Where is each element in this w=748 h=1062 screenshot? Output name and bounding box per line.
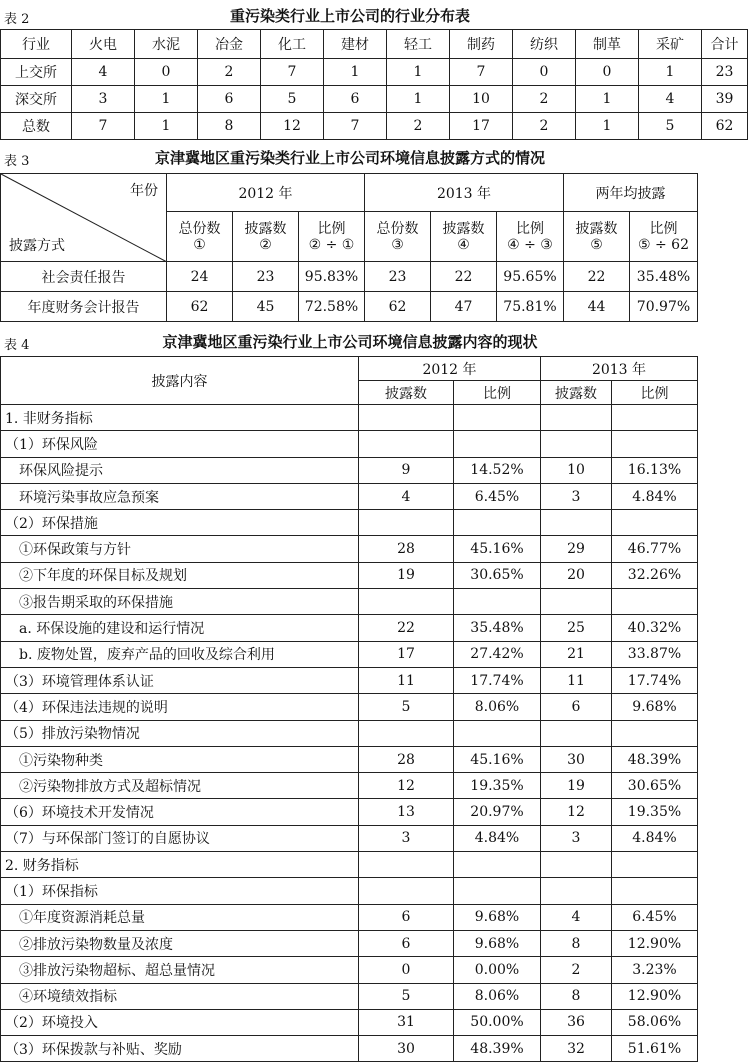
value-cell: 23 xyxy=(233,262,299,292)
subheader-formula: ④ ÷ ③ xyxy=(507,236,553,253)
value-cell: 10 xyxy=(541,457,612,483)
value-cell: 30 xyxy=(359,1036,454,1062)
value-cell: 17.74% xyxy=(454,667,541,693)
value-cell: 2 xyxy=(198,59,261,86)
row-label-cell: （2）环境投入 xyxy=(1,1009,359,1035)
subheader-cell: 披露数 xyxy=(541,381,612,405)
row-label-cell: （2）环保措施 xyxy=(1,510,359,536)
table-row xyxy=(1,641,698,667)
value-cell: 1 xyxy=(324,59,387,86)
value-cell: 4 xyxy=(639,86,702,113)
header-cell: 纺织 xyxy=(513,30,576,59)
value-cell: 6 xyxy=(359,904,454,930)
value-cell xyxy=(541,589,612,615)
value-cell: 45.16% xyxy=(454,536,541,562)
value-cell: 23 xyxy=(702,59,748,86)
value-cell xyxy=(359,878,454,904)
value-cell: 62 xyxy=(167,292,233,322)
value-cell: 30.65% xyxy=(454,562,541,588)
header-cell: 建材 xyxy=(324,30,387,59)
value-cell: 5 xyxy=(359,694,454,720)
value-cell: 2 xyxy=(513,86,576,113)
value-cell xyxy=(454,589,541,615)
table-row xyxy=(1,536,698,562)
value-cell: 35.48% xyxy=(454,615,541,641)
row-label-cell: 总数 xyxy=(1,113,72,140)
value-cell: 12.90% xyxy=(612,930,698,956)
value-cell xyxy=(541,852,612,878)
table-row xyxy=(1,1009,698,1035)
value-cell: 2 xyxy=(513,113,576,140)
header-cell: 化工 xyxy=(261,30,324,59)
table2-label: 表 2 xyxy=(4,12,30,27)
value-cell xyxy=(612,405,698,431)
value-cell: 22 xyxy=(564,262,630,292)
table-row xyxy=(1,113,748,140)
subheader-cell: 比例 xyxy=(612,381,698,405)
row-label-cell: （4）环保违法违规的说明 xyxy=(1,694,359,720)
value-cell: 7 xyxy=(324,113,387,140)
value-cell: 27.42% xyxy=(454,641,541,667)
subheader-formula: ② ÷ ① xyxy=(308,236,355,253)
table-row xyxy=(1,878,698,904)
corner-header-cell xyxy=(1,174,167,262)
subheader-cell xyxy=(630,212,698,262)
subheader-formula: ① xyxy=(193,236,206,253)
subheader-formula: ② xyxy=(259,236,272,253)
table4-caption xyxy=(0,330,700,352)
value-cell: 62 xyxy=(365,292,431,322)
subheader-cell: 披露数 xyxy=(359,381,454,405)
value-cell: 72.58% xyxy=(299,292,365,322)
value-cell: 12.90% xyxy=(612,983,698,1009)
table-row xyxy=(1,852,698,878)
header-cell: 合计 xyxy=(702,30,748,59)
value-cell: 6 xyxy=(324,86,387,113)
table2-caption xyxy=(0,4,700,26)
value-cell: 4.84% xyxy=(454,825,541,851)
value-cell: 7 xyxy=(261,59,324,86)
value-cell: 0 xyxy=(135,59,198,86)
row-label-cell: ③排放污染物超标、超总量情况 xyxy=(1,957,359,983)
table-row xyxy=(1,589,698,615)
industry-distribution-table xyxy=(0,29,748,140)
header-cell: 水泥 xyxy=(135,30,198,59)
row-label-cell: 环保风险提示 xyxy=(1,457,359,483)
value-cell: 12 xyxy=(541,799,612,825)
value-cell: 0 xyxy=(359,957,454,983)
subheader-cell: 比例 xyxy=(454,381,541,405)
value-cell xyxy=(541,878,612,904)
value-cell xyxy=(541,510,612,536)
value-cell: 9.68% xyxy=(454,904,541,930)
content-column-header: 披露内容 xyxy=(1,357,359,405)
row-label-cell: ③报告期采取的环保措施 xyxy=(1,589,359,615)
value-cell: 45.16% xyxy=(454,746,541,772)
value-cell: 7 xyxy=(72,113,135,140)
value-cell: 30.65% xyxy=(612,773,698,799)
value-cell: 0.00% xyxy=(454,957,541,983)
row-label-cell: 社会责任报告 xyxy=(1,262,167,292)
value-cell xyxy=(612,720,698,746)
value-cell: 4 xyxy=(72,59,135,86)
value-cell xyxy=(454,510,541,536)
value-cell xyxy=(454,720,541,746)
row-label-cell: ①污染物种类 xyxy=(1,746,359,772)
subheader-cell xyxy=(299,212,365,262)
table-row xyxy=(1,957,698,983)
table-row xyxy=(1,694,698,720)
table-row xyxy=(1,457,698,483)
subheader-formula: ⑤ ÷ 62 xyxy=(638,236,689,253)
value-cell: 31 xyxy=(359,1009,454,1035)
subheader-label: 总份数 xyxy=(178,220,221,237)
year-2013-header: 2013 年 xyxy=(541,357,698,381)
value-cell: 30 xyxy=(541,746,612,772)
value-cell: 70.97% xyxy=(630,292,698,322)
table-row xyxy=(1,825,698,851)
subheader-formula: ⑤ xyxy=(590,236,603,253)
table3-label: 表 3 xyxy=(4,154,30,169)
table4-label: 表 4 xyxy=(4,338,30,353)
table-row xyxy=(1,262,698,292)
row-label-cell: （1）环保风险 xyxy=(1,431,359,457)
subheader-cell xyxy=(564,212,630,262)
value-cell: 28 xyxy=(359,746,454,772)
value-cell xyxy=(612,878,698,904)
disclosure-content-table xyxy=(0,356,698,1062)
year-2012-header: 2012 年 xyxy=(167,174,365,212)
value-cell: 0 xyxy=(513,59,576,86)
value-cell xyxy=(541,405,612,431)
table-row xyxy=(1,904,698,930)
value-cell: 3 xyxy=(72,86,135,113)
value-cell: 45 xyxy=(233,292,299,322)
value-cell xyxy=(359,431,454,457)
value-cell: 17 xyxy=(359,641,454,667)
header-cell: 行业 xyxy=(1,30,72,59)
table3-caption xyxy=(0,146,700,168)
value-cell: 7 xyxy=(450,59,513,86)
header-cell: 轻工 xyxy=(387,30,450,59)
subheader-label: 总份数 xyxy=(376,220,419,237)
value-cell: 46.77% xyxy=(612,536,698,562)
value-cell xyxy=(454,431,541,457)
row-label-cell: （1）环保指标 xyxy=(1,878,359,904)
table-row xyxy=(1,1036,698,1062)
value-cell: 47 xyxy=(431,292,497,322)
value-cell: 23 xyxy=(365,262,431,292)
row-label-cell: ①环保政策与方针 xyxy=(1,536,359,562)
value-cell: 20 xyxy=(541,562,612,588)
value-cell xyxy=(612,431,698,457)
value-cell: 40.32% xyxy=(612,615,698,641)
subheader-label: 披露数 xyxy=(244,220,287,237)
value-cell xyxy=(612,510,698,536)
row-label-cell: （7）与环保部门签订的自愿协议 xyxy=(1,825,359,851)
value-cell: 3.23% xyxy=(612,957,698,983)
subheader-cell xyxy=(497,212,564,262)
value-cell: 3 xyxy=(359,825,454,851)
value-cell: 4 xyxy=(359,483,454,509)
table-row xyxy=(1,483,698,509)
value-cell: 9 xyxy=(359,457,454,483)
table-row xyxy=(1,930,698,956)
value-cell: 36 xyxy=(541,1009,612,1035)
value-cell: 11 xyxy=(541,667,612,693)
value-cell: 5 xyxy=(359,983,454,1009)
value-cell: 6.45% xyxy=(454,483,541,509)
value-cell: 4.84% xyxy=(612,483,698,509)
value-cell: 1 xyxy=(639,59,702,86)
row-label-cell: （5）排放污染物情况 xyxy=(1,720,359,746)
value-cell: 1 xyxy=(576,86,639,113)
table-row xyxy=(1,773,698,799)
header-cell: 采矿 xyxy=(639,30,702,59)
value-cell: 8 xyxy=(198,113,261,140)
value-cell: 2 xyxy=(541,957,612,983)
value-cell: 35.48% xyxy=(630,262,698,292)
value-cell: 1 xyxy=(135,86,198,113)
value-cell: 58.06% xyxy=(612,1009,698,1035)
value-cell: 24 xyxy=(167,262,233,292)
table-row xyxy=(1,983,698,1009)
subheader-formula: ④ xyxy=(457,236,470,253)
row-label-cell: a. 环保设施的建设和运行情况 xyxy=(1,615,359,641)
value-cell: 32.26% xyxy=(612,562,698,588)
value-cell: 22 xyxy=(431,262,497,292)
value-cell: 32 xyxy=(541,1036,612,1062)
subheader-formula: ③ xyxy=(391,236,404,253)
value-cell: 3 xyxy=(541,825,612,851)
subheader-cell xyxy=(167,212,233,262)
table-row xyxy=(1,799,698,825)
corner-year-label: 年份 xyxy=(130,183,158,199)
table3-title: 京津冀地区重污染类行业上市公司环境信息披露方式的情况 xyxy=(154,149,545,167)
value-cell: 9.68% xyxy=(454,930,541,956)
value-cell xyxy=(612,852,698,878)
subheader-cell xyxy=(431,212,497,262)
header-cell: 火电 xyxy=(72,30,135,59)
row-label-cell: ②污染物排放方式及超标情况 xyxy=(1,773,359,799)
row-label-cell: （6）环境技术开发情况 xyxy=(1,799,359,825)
value-cell: 33.87% xyxy=(612,641,698,667)
table-row xyxy=(1,510,698,536)
value-cell xyxy=(359,405,454,431)
value-cell xyxy=(359,852,454,878)
table-row xyxy=(1,59,748,86)
table2-title: 重污染类行业上市公司的行业分布表 xyxy=(229,7,470,25)
value-cell: 2 xyxy=(387,113,450,140)
year-2013-header: 2013 年 xyxy=(365,174,564,212)
value-cell xyxy=(359,510,454,536)
value-cell: 4 xyxy=(541,904,612,930)
table-row xyxy=(1,431,698,457)
row-label-cell: 上交所 xyxy=(1,59,72,86)
row-label-cell: ④环境绩效指标 xyxy=(1,983,359,1009)
value-cell: 1 xyxy=(576,113,639,140)
table-row xyxy=(1,746,698,772)
value-cell: 48.39% xyxy=(612,746,698,772)
subheader-label: 比例 xyxy=(317,220,346,237)
value-cell: 8 xyxy=(541,930,612,956)
value-cell: 25 xyxy=(541,615,612,641)
subheader-label: 披露数 xyxy=(575,220,618,237)
value-cell: 12 xyxy=(359,773,454,799)
row-label-cell: 年度财务会计报告 xyxy=(1,292,167,322)
year-2012-header: 2012 年 xyxy=(359,357,541,381)
value-cell: 21 xyxy=(541,641,612,667)
row-label-cell: 1. 非财务指标 xyxy=(1,405,359,431)
row-label-cell: 深交所 xyxy=(1,86,72,113)
corner-method-label: 披露方式 xyxy=(9,238,65,254)
value-cell: 9.68% xyxy=(612,694,698,720)
header-cell: 制药 xyxy=(450,30,513,59)
value-cell: 17 xyxy=(450,113,513,140)
row-label-cell: 2. 财务指标 xyxy=(1,852,359,878)
table-row xyxy=(1,405,698,431)
subheader-label: 披露数 xyxy=(442,220,485,237)
row-label-cell: 环境污染事故应急预案 xyxy=(1,483,359,509)
value-cell: 6 xyxy=(359,930,454,956)
value-cell: 8.06% xyxy=(454,694,541,720)
value-cell: 12 xyxy=(261,113,324,140)
value-cell: 6 xyxy=(541,694,612,720)
value-cell: 10 xyxy=(450,86,513,113)
value-cell xyxy=(359,589,454,615)
value-cell xyxy=(612,589,698,615)
value-cell xyxy=(454,878,541,904)
subheader-label: 比例 xyxy=(516,220,544,237)
value-cell: 95.83% xyxy=(299,262,365,292)
value-cell: 0 xyxy=(576,59,639,86)
value-cell: 19 xyxy=(541,773,612,799)
table4-title: 京津冀地区重污染行业上市公司环境信息披露内容的现状 xyxy=(162,333,538,351)
value-cell: 16.13% xyxy=(612,457,698,483)
value-cell: 28 xyxy=(359,536,454,562)
value-cell: 39 xyxy=(702,86,748,113)
value-cell: 4.84% xyxy=(612,825,698,851)
value-cell: 6 xyxy=(198,86,261,113)
header-cell: 冶金 xyxy=(198,30,261,59)
table-header-row xyxy=(1,30,748,59)
value-cell: 19 xyxy=(359,562,454,588)
value-cell: 19.35% xyxy=(454,773,541,799)
subheader-label: 比例 xyxy=(649,220,678,237)
row-label-cell: ②下年度的环保目标及规划 xyxy=(1,562,359,588)
value-cell: 5 xyxy=(261,86,324,113)
value-cell: 48.39% xyxy=(454,1036,541,1062)
subheader-cell xyxy=(233,212,299,262)
value-cell: 13 xyxy=(359,799,454,825)
row-label-cell: ②排放污染物数量及浓度 xyxy=(1,930,359,956)
both-years-header: 两年均披露 xyxy=(564,174,698,212)
row-label-cell: （3）环境管理体系认证 xyxy=(1,667,359,693)
row-label-cell: ①年度资源消耗总量 xyxy=(1,904,359,930)
value-cell xyxy=(454,852,541,878)
value-cell: 50.00% xyxy=(454,1009,541,1035)
value-cell: 17.74% xyxy=(612,667,698,693)
table-row xyxy=(1,562,698,588)
value-cell xyxy=(454,405,541,431)
value-cell xyxy=(541,431,612,457)
value-cell: 29 xyxy=(541,536,612,562)
value-cell: 8 xyxy=(541,983,612,1009)
value-cell: 8.06% xyxy=(454,983,541,1009)
table-row xyxy=(1,667,698,693)
value-cell: 22 xyxy=(359,615,454,641)
value-cell: 3 xyxy=(541,483,612,509)
subheader-cell xyxy=(365,212,431,262)
value-cell: 14.52% xyxy=(454,457,541,483)
value-cell: 1 xyxy=(135,113,198,140)
value-cell: 62 xyxy=(702,113,748,140)
value-cell: 1 xyxy=(387,59,450,86)
value-cell: 20.97% xyxy=(454,799,541,825)
row-label-cell: b. 废物处置，废弃产品的回收及综合利用 xyxy=(1,641,359,667)
value-cell xyxy=(541,720,612,746)
value-cell: 19.35% xyxy=(612,799,698,825)
value-cell: 1 xyxy=(387,86,450,113)
header-cell: 制革 xyxy=(576,30,639,59)
value-cell: 95.65% xyxy=(497,262,564,292)
value-cell: 11 xyxy=(359,667,454,693)
value-cell: 51.61% xyxy=(612,1036,698,1062)
row-label-cell: （3）环保拨款与补贴、奖励 xyxy=(1,1036,359,1062)
value-cell: 6.45% xyxy=(612,904,698,930)
table-row xyxy=(1,292,698,322)
value-cell: 44 xyxy=(564,292,630,322)
table-row xyxy=(1,615,698,641)
value-cell xyxy=(359,720,454,746)
table-row xyxy=(1,86,748,113)
value-cell: 75.81% xyxy=(497,292,564,322)
value-cell: 5 xyxy=(639,113,702,140)
disclosure-method-table xyxy=(0,173,698,322)
table-row xyxy=(1,720,698,746)
